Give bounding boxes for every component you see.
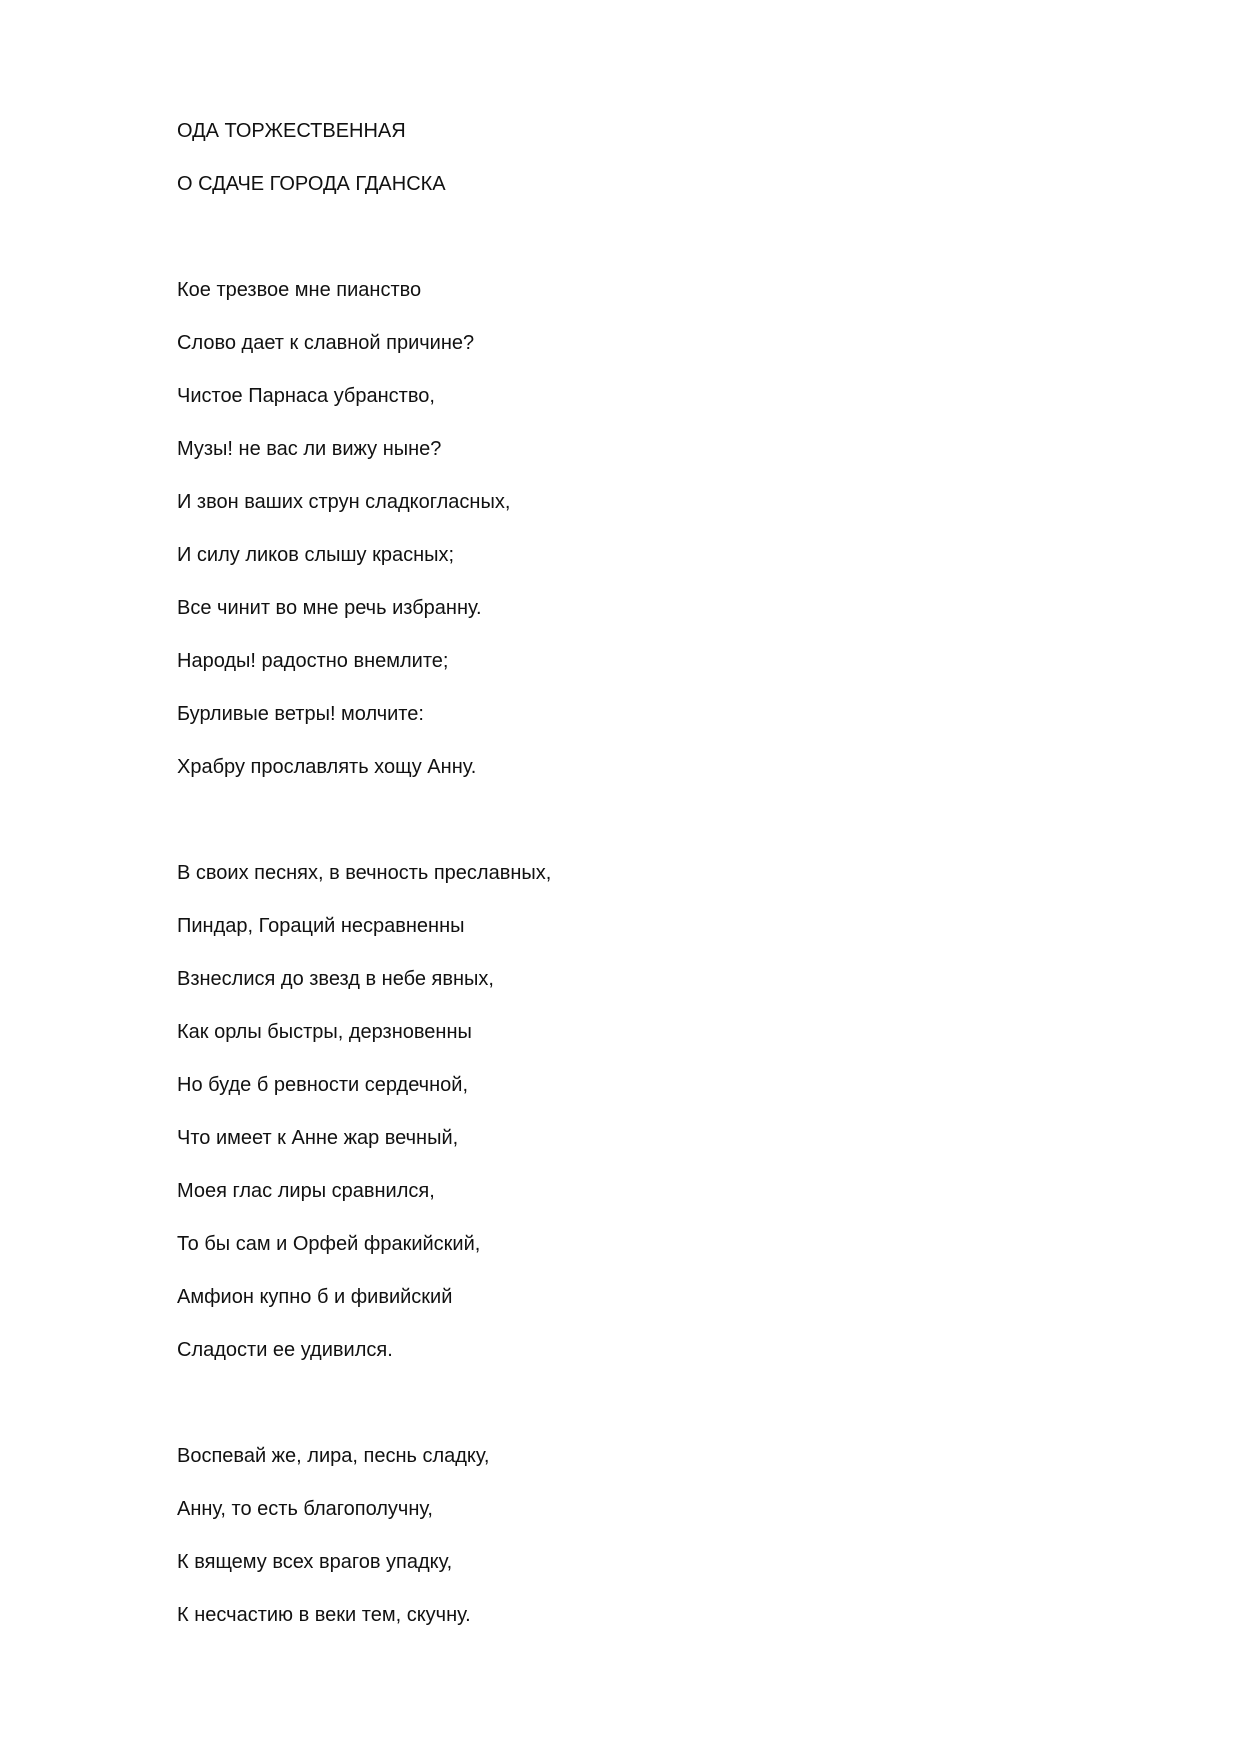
poem-line: И силу ликов слышу красных;: [177, 544, 455, 566]
poem-line: Воспевай же, лира, песнь сладку,: [177, 1445, 490, 1467]
poem-line: Пиндар, Гораций несравненны: [177, 915, 465, 937]
poem-line: Но буде б ревности сердечной,: [177, 1074, 468, 1096]
stanza-gap: [177, 224, 1077, 277]
poem-line: Кое трезвое мне пианство: [177, 279, 422, 301]
poem-line: Слово дает к славной причине?: [177, 332, 475, 354]
poem-line: Сладости ее удивился.: [177, 1339, 393, 1361]
poem-line: Как орлы быстры, дерзновенны: [177, 1021, 472, 1043]
stanza-gap: [177, 1390, 1077, 1443]
stanza-1: [177, 277, 1077, 807]
poem-line: К вящему всех врагов упадку,: [177, 1551, 453, 1573]
stanza-2: [177, 860, 1077, 1390]
poem-subtitle: О СДАЧЕ ГОРОДА ГДАНСКА: [177, 173, 446, 195]
stanza-gap: [177, 807, 1077, 860]
poem-line: И звон ваших струн сладкогласных,: [177, 491, 511, 513]
poem-line: В своих песнях, в вечность преславных,: [177, 862, 552, 884]
poem-line: Амфион купно б и фивийский: [177, 1286, 453, 1308]
poem-line: Моея глас лиры сравнился,: [177, 1180, 435, 1202]
poem-line: Народы! радостно внемлите;: [177, 650, 449, 672]
stanza-3: [177, 1443, 1077, 1655]
poem-line: Чистое Парнаса убранство,: [177, 385, 435, 407]
poem-line: Взнеслися до звезд в небе явных,: [177, 968, 494, 990]
poem-title: ОДА ТОРЖЕСТВЕННАЯ: [177, 120, 406, 142]
poem-line: Бурливые ветры! молчите:: [177, 703, 424, 725]
poem-line: Все чинит во мне речь избранну.: [177, 597, 482, 619]
poem-body: [177, 118, 1077, 1655]
poem-line: К несчастию в веки тем, скучну.: [177, 1604, 471, 1626]
poem-line: Что имеет к Анне жар вечный,: [177, 1127, 459, 1149]
poem-line: Музы! не вас ли вижу ныне?: [177, 438, 442, 460]
poem-line: Храбру прославлять хощу Анну.: [177, 756, 477, 778]
poem-line: Анну, то есть благополучну,: [177, 1498, 433, 1520]
poem-line: То бы сам и Орфей фракийский,: [177, 1233, 481, 1255]
